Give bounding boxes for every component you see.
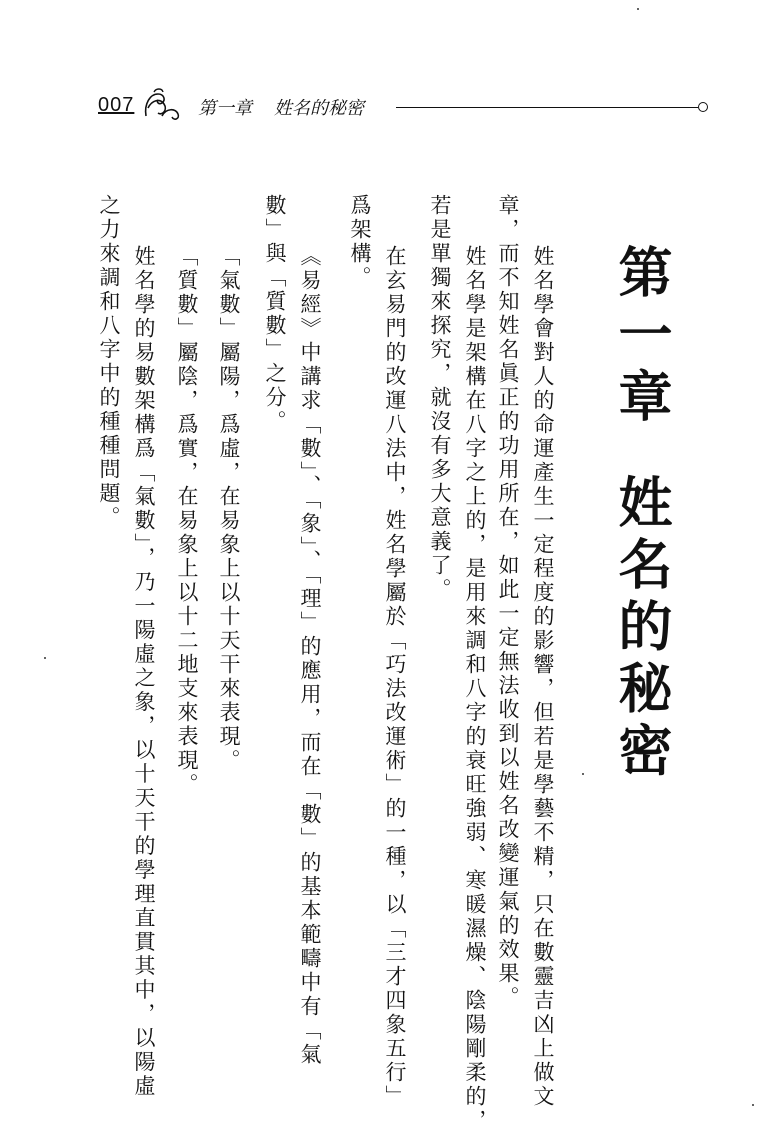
text-column-5: 在玄易門的改運八法中，姓名學屬於「巧法改運術」的一種，以「三才四象五行」	[383, 245, 407, 1109]
text-column-10: 「質數」屬陰，爲實，在易象上以十二地支來表現。	[175, 245, 199, 797]
running-chapter-label: 第一章	[198, 98, 252, 119]
text-column-6: 爲架構。	[348, 194, 372, 290]
page-number: 007	[98, 94, 135, 116]
running-chapter-name: 姓名的秘密	[274, 98, 364, 119]
text-column-12: 之力來調和八字中的種種問題。	[97, 194, 121, 530]
chapter-title-number: 第一章	[610, 244, 673, 430]
scan-speck	[582, 773, 584, 775]
scan-speck	[44, 657, 46, 659]
running-title	[198, 94, 364, 120]
chapter-title-name: 姓名的秘密	[610, 474, 673, 784]
text-column-9: 「氣數」屬陽，爲虛，在易象上以十天干來表現。	[217, 245, 241, 773]
swirl-ornament-icon	[142, 86, 186, 122]
rule-end-circle	[698, 102, 708, 112]
text-column-1: 姓名學會對人的命運產生一定程度的影響，但若是學藝不精，只在數靈吉凶上做文	[531, 245, 555, 1109]
text-column-3: 姓名學是架構在八字之上的，是用來調和八字的衰旺強弱、寒暖濕燥、陰陽剛柔的，	[463, 245, 487, 1133]
header-rule	[396, 107, 698, 108]
text-column-2: 章，而不知姓名眞正的功用所在，如此一定無法收到以姓名改變運氣的效果。	[496, 194, 520, 1010]
text-column-4: 若是單獨來探究，就沒有多大意義了。	[428, 194, 452, 602]
running-header	[98, 86, 710, 126]
chapter-title	[598, 244, 673, 784]
text-column-8: 數」與「質數」之分。	[263, 194, 287, 434]
text-column-7: 《易經》中講求「數」、「象」、「理」的應用，而在「數」的基本範疇中有「氣	[298, 245, 322, 1067]
scan-speck	[637, 8, 639, 10]
scan-speck	[752, 1104, 754, 1106]
text-column-11: 姓名學的易數架構爲「氣數」，乃一陽虛之象，以十天干的學理直貫其中，以陽虛	[132, 245, 156, 1099]
